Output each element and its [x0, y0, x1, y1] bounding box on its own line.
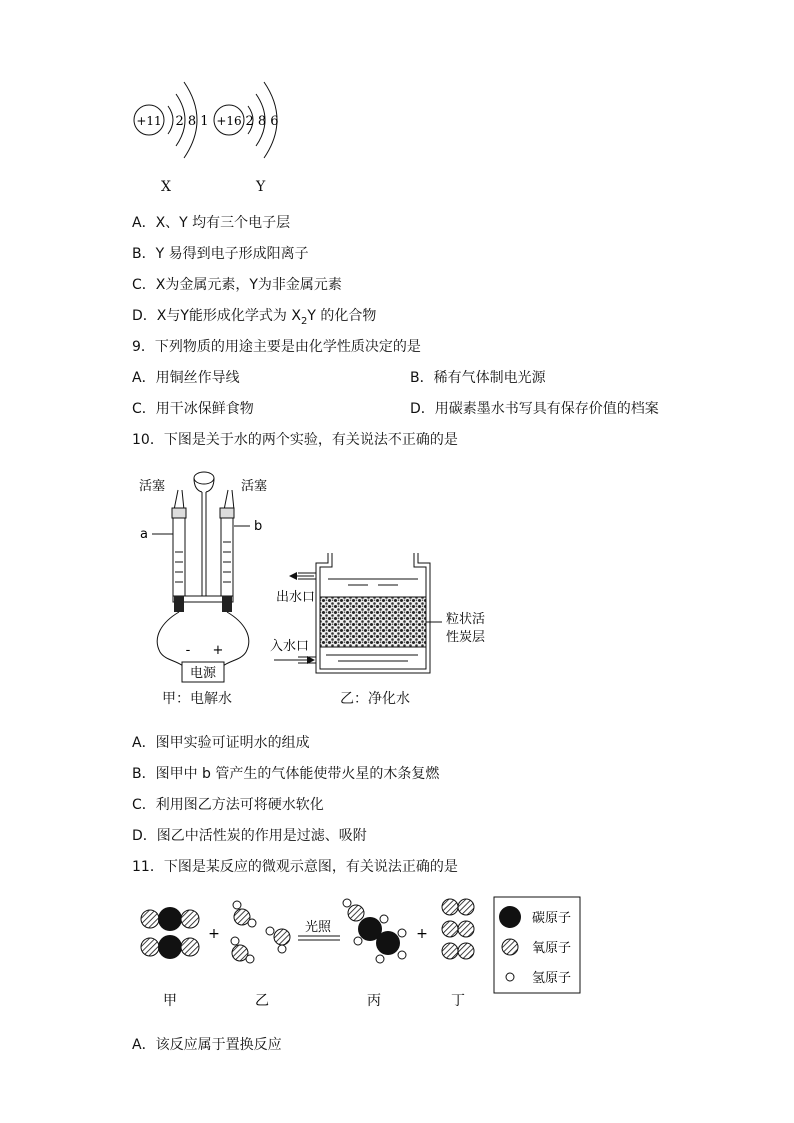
atom-y-label: Y: [256, 179, 266, 195]
minus-label: -: [185, 643, 191, 658]
q9-option-a: A．用铜丝作导线: [132, 370, 240, 386]
q10-option-d: D．图乙中活性炭的作用是过滤、吸附: [132, 828, 367, 844]
legend-oxygen: 氧原子: [532, 941, 572, 956]
tube-b-label: b: [254, 519, 263, 534]
q10-option-b: B．图甲中 b 管产生的气体能使带火星的木条复燃: [132, 766, 440, 782]
atom-x-shells: 2 8 1: [175, 114, 209, 129]
carbon-label-line1: 粒状活: [446, 612, 486, 627]
legend-carbon: 碳原子: [532, 911, 572, 926]
q9-option-c: C．用干冰保鲜食物: [132, 401, 254, 417]
carbon-label-line2: 性炭层: [446, 630, 486, 645]
atom-y: [214, 82, 279, 158]
plus-label: +: [212, 643, 224, 658]
atom-x-label: X: [161, 179, 171, 195]
power-label: 电源: [189, 666, 217, 681]
molecule-bing: [343, 899, 406, 963]
q10-option-c: C．利用图乙方法可将硬水软化: [132, 797, 324, 813]
plus-1: +: [208, 926, 220, 942]
fig-yi-caption: 乙：净化水: [340, 691, 410, 707]
electrolysis-apparatus: [132, 462, 272, 712]
label-yi: 乙: [255, 993, 269, 1009]
plus-2: +: [416, 926, 428, 942]
tube-a-label: a: [140, 527, 148, 542]
q8-option-d: D．X与Y能形成化学式为 $X_2Y$ 的化合物: [132, 308, 377, 327]
atom-y-shells: 2 8 6: [245, 114, 279, 129]
outlet-label: 出水口: [276, 590, 316, 605]
reaction-diagram: [132, 893, 592, 1013]
atom-x: [134, 82, 209, 158]
water-purifier-diagram: [268, 545, 498, 685]
label-jia: 甲: [163, 993, 177, 1009]
q8-option-c: C．X为金属元素，Y为非金属元素: [132, 277, 342, 293]
q8-option-a: A．X、Y 均有三个电子层: [132, 215, 291, 231]
fig-jia-caption: 甲：电解水: [162, 691, 232, 707]
atom-structure-diagram: [128, 68, 298, 168]
legend-hydrogen: 氢原子: [532, 971, 572, 986]
molecule-yi: [231, 901, 290, 963]
q8-option-b: B．Y 易得到电子形成阳离子: [132, 246, 309, 262]
label-bing: 丙: [367, 993, 381, 1009]
q9-option-d: D．用碳素墨水书写具有保存价值的档案: [410, 401, 659, 417]
q11-option-a: A．该反应属于置换反应: [132, 1037, 282, 1053]
q10-stem: 10．下图是关于水的两个实验，有关说法不正确的是: [132, 432, 458, 448]
q9-stem: 9．下列物质的用途主要是由化学性质决定的是: [132, 339, 421, 355]
atom-y-nucleus: +16: [216, 114, 242, 128]
inlet-label: 入水口: [270, 639, 310, 654]
q10-option-a: A．图甲实验可证明水的组成: [132, 735, 310, 751]
reaction-condition: 光照: [304, 920, 332, 935]
q11-stem: 11．下图是某反应的微观示意图，有关说法正确的是: [132, 859, 458, 875]
molecule-ding: [442, 899, 474, 959]
label-ding: 丁: [451, 993, 465, 1009]
valve-left-label: 活塞: [138, 479, 166, 494]
reaction-legend: [494, 897, 580, 993]
q9-option-b: B．稀有气体制电光源: [410, 370, 546, 386]
molecule-jia: [141, 907, 199, 959]
valve-right-label: 活塞: [240, 479, 268, 494]
atom-x-nucleus: +11: [136, 114, 162, 128]
